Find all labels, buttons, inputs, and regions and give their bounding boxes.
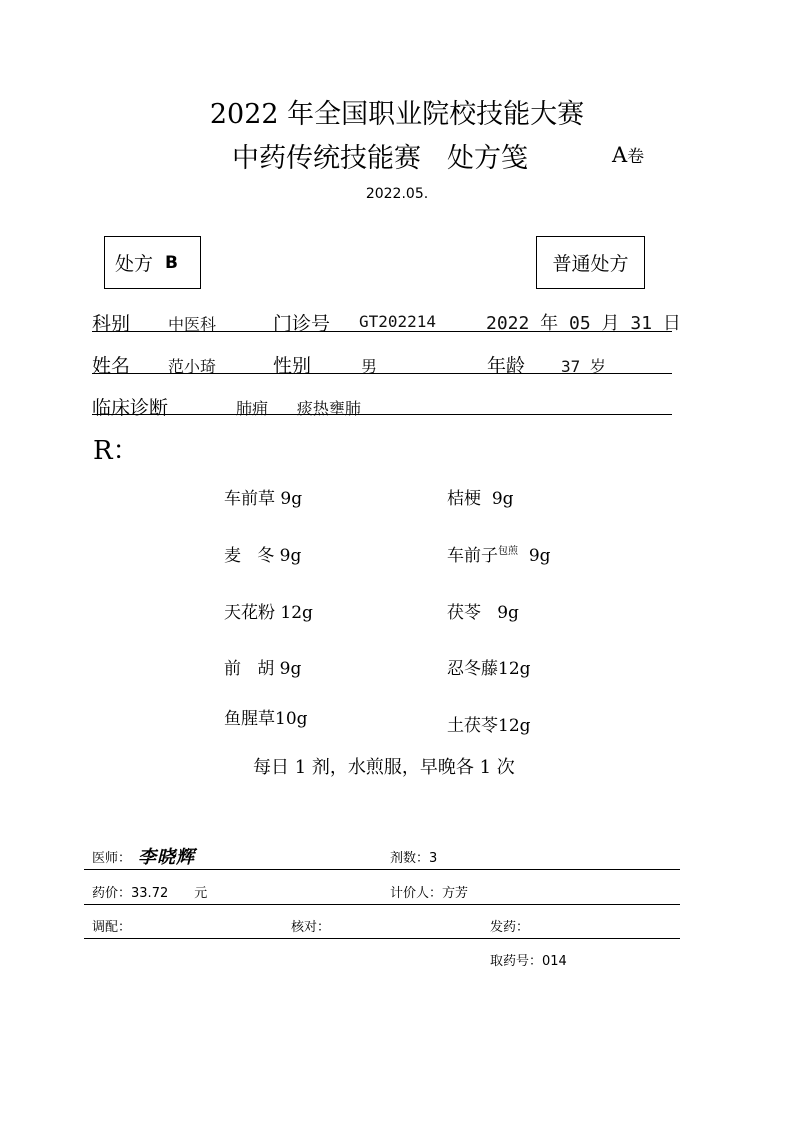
paper-letter: A [612,143,628,167]
prescription-code-box [104,236,201,289]
herb-dose: 12g [280,603,313,623]
herb-item [447,598,519,623]
dispense-label: 调配： [92,920,132,935]
herb-note: 包煎 [498,546,518,557]
title-line-1: 2022 年全国职业院校技能大赛 [209,99,585,130]
diagnosis-value: 肺痈 痰热壅肺 [236,399,361,418]
clinic-no-label: 门诊号 [273,313,331,335]
herb-dose: 10g [275,709,308,729]
herb-dose: 12g [498,659,531,679]
herb-dose: 9g [279,659,302,679]
price-value: 33.72 [131,886,169,901]
herb-dose: 9g [491,489,514,509]
herb-item [224,541,301,566]
paper-version [612,142,644,167]
pricer-value: 方芳 [442,886,469,901]
herb-name: 麦 冬 [224,546,275,566]
name-label: 姓名 [92,355,131,377]
row-divider [92,331,672,332]
doses-label: 剂数： [390,851,430,866]
herb-dose: 12g [498,716,531,736]
price-label: 药价： [92,886,132,901]
prescription-code-label: 处方 [115,253,154,275]
pickup-label: 取药号： [490,954,543,969]
herb-item [224,704,308,729]
herb-item [224,598,313,623]
row-divider [92,373,672,374]
footer-divider [84,904,680,905]
doctor-signature: 李晓辉 [138,847,195,868]
pickup-value: 014 [542,954,567,969]
doses-field [390,847,437,866]
clinic-no-value: GT202214 [359,312,437,331]
dept-label: 科别 [92,313,131,335]
herb-name: 前 胡 [224,659,275,679]
herb-name: 车前子 [447,546,498,566]
doctor-field [92,847,131,866]
prescription-form-title: 处方笺 [447,143,528,174]
herb-item [447,541,551,566]
footer-divider [84,869,680,870]
price-unit: 元 [194,886,208,901]
pricer-label: 计价人： [390,886,443,901]
herb-name: 天花粉 [224,603,275,623]
dept-value: 中医科 [168,315,217,334]
herb-item [224,484,302,509]
herb-item [447,484,514,509]
row-divider [92,414,672,415]
sex-value: 男 [361,357,378,376]
herb-name: 桔梗 [447,489,481,509]
pricer-field [390,882,468,901]
prescription-type-box [536,236,645,289]
issue-label: 发药： [490,920,530,935]
name-value: 范小琦 [168,357,217,376]
pickup-field [490,950,567,969]
herb-dose: 9g [279,546,302,566]
age-label: 年龄 [487,355,526,377]
herb-item [224,654,301,679]
doctor-label: 医师： [92,851,132,866]
herb-name: 鱼腥草 [224,709,275,729]
herb-dose: 9g [497,603,519,623]
exam-date: 2022.05. [365,186,429,202]
check-label: 核对： [291,920,331,935]
title-line-2 [232,136,528,175]
diagnosis-label: 临床诊断 [92,397,169,419]
footer-divider [84,938,680,939]
price-field [92,882,207,901]
visit-date: 2022 年 05 月 31 日 [486,313,681,334]
prescription-type: 普通处方 [552,253,629,275]
herb-dose: 9g [280,489,303,509]
age-value: 37 岁 [561,357,606,376]
prescription-code: B [165,252,178,273]
herb-item [447,711,531,736]
paper-suffix: 卷 [627,147,645,167]
competition-name: 中药传统技能赛 [232,143,421,174]
herb-name: 土茯苓 [447,716,498,736]
herb-dose: 9g [528,546,551,566]
rx-symbol: R： [93,436,139,466]
sex-label: 性别 [273,355,312,377]
doses-value: 3 [429,851,438,866]
herb-item [447,654,531,679]
herb-name: 茯苓 [447,603,481,623]
herb-name: 车前草 [224,489,275,509]
herb-name: 忍冬藤 [447,659,498,679]
usage-instructions: 每日 1 剂，水煎服，早晚各 1 次 [253,757,515,778]
